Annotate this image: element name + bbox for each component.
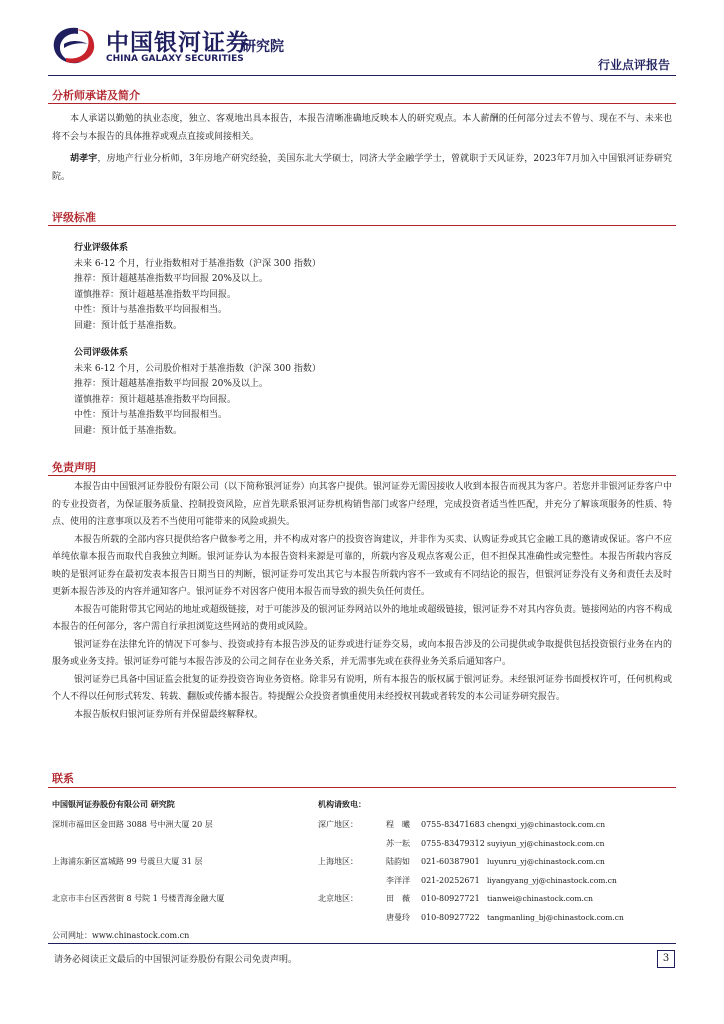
address-beijing: 北京市丰台区西营街 8 号院 1 号楼青海金融大厦 [52, 894, 225, 903]
person-phone: 0755-83479312 [421, 838, 485, 848]
analyst-bio [52, 151, 672, 186]
rating-line: 推荐：预计超越基准指数平均回报 20%及以上。 [74, 379, 268, 389]
person-phone: 0755-83471683 [421, 820, 485, 829]
rating-line: 谨慎推荐：预计超越基准指数平均回报。 [74, 289, 237, 300]
rating-line: 谨慎推荐：预计超越基准指数平均回报。 [74, 394, 237, 405]
analyst-bio-text: ，房地产行业分析师，3年房地产研究经验，美国东北大学硕士，同济大学金融学学士，曾就职于天风证券，2023年7月加入中国银河证券研究院。 [52, 154, 672, 182]
person-name: 程 曦 [386, 820, 410, 829]
disclaimer-paragraph: 本报告可能附带其它网站的地址或超级链接，对于可能涉及的银河证券网站以外的地址或超级链接，银河证券不对其内容负责。链接网站的内容不构成本报告的任何部分，客户需自行承担浏览这些网站的费用或风险。 [52, 604, 672, 632]
company-website: 公司网址：www.chinastock.com.cn [52, 931, 190, 940]
people-phones [421, 816, 485, 927]
section-title-analyst: 分析师承诺及简介 [52, 89, 140, 102]
footer-notice: 请务必阅读正文最后的中国银河证券股份有限公司免责声明。 [54, 955, 298, 965]
analyst-name: 胡孝宇 [70, 154, 98, 164]
person-name: 陆韵如 [386, 857, 410, 866]
person-email[interactable]: tianwei@chinastock.com.cn [487, 894, 593, 903]
section-divider [48, 787, 676, 788]
person-phone: 021-20252671 [421, 875, 480, 885]
sales-heading: 机构请致电： [318, 800, 366, 809]
rating-line: 推荐：预计超越基准指数平均回报 20%及以上。 [74, 274, 268, 284]
person-name: 李洋洋 [386, 875, 410, 885]
address-shenzhen: 深圳市福田区金田路 3088 号中洲大厦 20 层 [52, 820, 213, 829]
galaxy-logo-icon [48, 22, 100, 68]
person-phone: 010-80927721 [421, 894, 480, 903]
person-name: 苏一耘 [386, 838, 410, 848]
rating-line: 中性：预计与基准指数平均回报相当。 [74, 410, 228, 420]
people-emails [487, 816, 624, 927]
rating-line: 回避：预计低于基准指数。 [74, 425, 183, 436]
person-email[interactable]: tangmanling_bj@chinastock.com.cn [487, 912, 624, 922]
region-beijing: 北京地区： [318, 894, 358, 903]
report-type: 行业点评报告 [597, 58, 670, 72]
rating-heading: 公司评级体系 [74, 348, 129, 358]
person-phone: 021-60387901 [421, 857, 480, 866]
person-name: 田 薇 [386, 894, 410, 903]
rating-line: 未来 6-12 个月，公司股价相对于基准指数（沪深 300 指数） [74, 363, 321, 374]
institute-label: 研究院 [242, 39, 284, 55]
person-email[interactable]: liyangyang_yj@chinastock.com.cn [487, 875, 617, 885]
rating-line: 未来 6-12 个月，行业指数相对于基准指数（沪深 300 指数） [74, 258, 321, 269]
section-divider [48, 475, 676, 476]
contact-right [318, 796, 366, 816]
brand-name: 中国银河证券 [106, 30, 250, 56]
footer-divider [48, 943, 676, 944]
person-email[interactable]: suyiyun_yj@chinastock.com.cn [487, 838, 605, 848]
section-title-contact: 联系 [52, 772, 74, 785]
contact-left [52, 796, 224, 946]
region-shanghai: 上海地区： [318, 857, 358, 866]
region-list [318, 816, 358, 927]
section-divider [48, 225, 676, 226]
disclaimer-paragraph: 本报告所载的全部内容只提供给客户做参考之用，并不构成对客户的投资咨询建议，并非作为买卖、认购证券或其它金融工具的邀请或保证。客户不应单纯依靠本报告而取代自我独立判断。银河证券认为本报告资料来源是可靠的，所载内容及观点客观公正，但不担保其准确性或完整性。本报告所载内容反映的是银河证券在最初发表本报告日期当日的判断，银河证券可发出其它与本报告所载内容不一致或有不同结论的报告，但银河证券没有义务和责任去及时更新本报告涉及的内容并通知客户。银河证券不对因客户使用本报告而导致的损失负任何责任。 [52, 534, 672, 597]
section-title-ratings: 评级标准 [52, 211, 96, 224]
person-name: 唐曼玲 [386, 912, 410, 922]
rating-line: 回避：预计低于基准指数。 [74, 320, 183, 331]
disclaimer-paragraph: 银河证券在法律允许的情况下可参与、投资或持有本报告涉及的证券或进行证券交易，或向本报告涉及的公司提供或争取提供包括投资银行业务在内的服务或业务支持。银河证券可能与本报告涉及的公司之间存在业务关系，并无需事先或在获得业务关系后通知客户。 [52, 639, 672, 667]
section-divider [48, 103, 676, 104]
person-email[interactable]: luyunru_yj@chinastock.com.cn [487, 857, 605, 866]
industry-rating-system [74, 241, 321, 334]
person-phone: 010-80927722 [421, 912, 480, 922]
people-names [386, 816, 410, 927]
disclaimer-body [52, 479, 672, 724]
brand-name-en: CHINA GALAXY SECURITIES [106, 54, 244, 64]
page-number: 3 [657, 950, 675, 968]
person-email[interactable]: chengxi_yj@chinastock.com.cn [487, 820, 606, 829]
address-shanghai: 上海浦东新区富城路 99 号震旦大厦 31 层 [52, 857, 203, 866]
analyst-pledge: 本人承诺以勤勉的执业态度，独立、客观地出具本报告，本报告清晰准确地反映本人的研究观点。本人薪酬的任何部分过去不曾与、现在不与、未来也将不会与本报告的具体推荐或观点直接或间接相关。 [52, 114, 672, 142]
disclaimer-paragraph: 本报告由中国银河证券股份有限公司（以下简称银河证券）向其客户提供。银河证券无需因接收人收到本报告而视其为客户。若您并非银河证券客户中的专业投资者，为保证服务质量、控制投资风险，应首先联系银河证券机构销售部门或客户经理，完成投资者适当性匹配，并充分了解该项服务的性质、特点、使用的注意事项以及若不当使用可能带来的风险或损失。 [52, 482, 672, 527]
company-rating-system [74, 346, 321, 439]
contact-company: 中国银河证券股份有限公司 研究院 [52, 800, 175, 809]
disclaimer-paragraph: 本报告版权归银河证券所有并保留最终解释权。 [74, 709, 264, 720]
rating-heading: 行业评级体系 [74, 243, 129, 253]
disclaimer-paragraph: 银河证券已具备中国证监会批复的证券投资咨询业务资格。除非另有说明，所有本报告的版权属于银河证券。未经银河证券书面授权许可，任何机构或个人不得以任何形式转发、转载、翻版或传播本报告。特提醒公众投资者慎重使用未经授权刊载或者转发的本公司证券研究报告。 [52, 674, 672, 702]
section-title-disclaimer: 免责声明 [52, 461, 96, 474]
region-shenzhen: 深广地区： [318, 820, 358, 829]
rating-line: 中性：预计与基准指数平均回报相当。 [74, 305, 228, 315]
header-divider [48, 75, 676, 76]
